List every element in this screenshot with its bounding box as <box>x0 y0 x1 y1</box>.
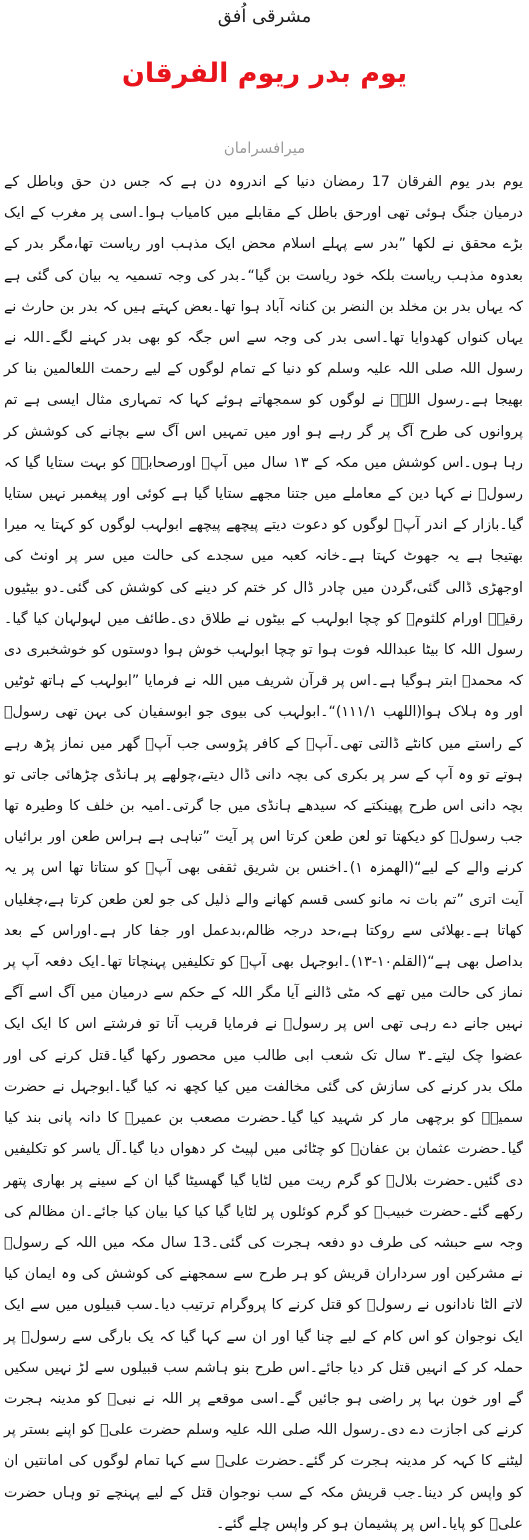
headline: یوم بدر ریوم الفرقان <box>121 58 408 89</box>
section-label: مشرقی اُفق <box>217 6 312 27</box>
author-byline: میرافسرامان <box>223 139 306 157</box>
article-body: یوم بدر یوم الفرقان 17 رمضان دنیا کے اندروہ دن ہے کہ جس دن حق وباطل کے درمیان جنگ ہوئی تھی اورحق باطل کے مقابلے میں کامیاب ہوا۔اسی پر مغرب کے ایک بڑے محقق نے لکھا ”بدر سے پہلے اسلام محض ایک مذہب اور ریاست تھا،مگر بدر کے بعدوہ مذہب ریاست بلکہ خود ریاست بن گیا“۔بدر کی وجہ تسمیہ یہ بیان کی گئی ہے کہ یہاں بدر بن مخلد بن النضر بن کنانہ آباد ہوا تھا۔بعض کہتے ہیں کہ بدر بن حارث نے یہاں کنواں کھدوایا تھا۔اسی بدر کی وجہ سے اس جگہ کو بھی بدر کہنے لگے۔اللہ نے رسول اللہ صلی اللہ علیہ وسلم کو دنیا کے تمام لوگوں کے لیے رحمت اللعالمین بنا کر بھیجا ہے۔رسول اللہؐ نے لوگوں کو سمجھاتے ہوئے کہا کہ تمہاری مثال ایسی ہے تم پروانوں کی طرح آگ پر گر رہے ہو اور میں تمہیں اس آگ سے بچانے کی کوشش کر رہا ہوں۔اس کوشش میں مکہ کے ۱۳ سال میں آپؐ اورصحابہؓ کو بہت ستایا گیا کہ رسولؐ نے کہا دین کے معاملے میں جتنا مجھے ستایا گیا ہے کوئی اور پیغمبر نہیں ستایا گیا۔بازار کے اندر آپؐ لوگوں کو دعوت دیتے پیچھے پیچھے ابولہب لوگوں کو کہتا یہ میرا بھتیجا ہے یہ جھوٹ کہتا ہے۔خانہ کعبہ میں سجدے کی حالت میں سر پر اونٹ کی اوجھڑی ڈالی گئی،گردن میں چادر ڈال کر ختم کر دینے کی کوشش کی گئی۔دو بیٹیوں رقیہؓ اورام کلثومؓ کو چچا ابولہب کے بیٹوں نے طلاق دی۔طائف میں لہولہان کیا گیا۔رسول اللہ کا بیٹا عبداللہ فوت ہوا تو چچا ابولہب خوش ہوا دوستوں کو خوشخبری دی کہ محمدؐ ابتر ہوگیا ہے۔اس پر قرآن شریف میں اللہ نے فرمایا ”ابولہب کے ہاتھ ٹوٹیں اور وہ ہلاک ہوا(اللھب ۱۱۱/۱)“۔ابولہب کی بیوی جو ابوسفیان کی بہن تھی رسولؐ کے راستے میں کانٹے ڈالتی تھی۔آپؐ کے کافر پڑوسی جب آپؐ گھر میں نماز پڑھ رہے ہوتے تو وہ آپ کے سر پر بکری کی بچہ دانی ڈال دیتے،چولھے پر ہانڈی چڑھائی جاتی تو بچہ دانی اس طرح پھینکتے کہ سیدھے ہانڈی میں جا گرتی۔امیہ بن خلف کا وطیرہ تھا جب رسولؐ کو دیکھتا تو لعن طعن کرتا اس پر آیت ”تباہی ہے ہراس طعن اور برائیاں کرنے والے کے لیے“(الھمزہ ۱)۔اخنس بن شریق ثقفی بھی آپؐ کو ستاتا تھا اس پر یہ آیت اتری ”تم بات نہ مانو کسی قسم کھانے والے ذلیل کی جو لعن طعن کرتا ہے،چغلیاں کھاتا ہے۔بھلائی سے روکتا ہے،حد درجہ ظالم،بدعمل اور جفا کار ہے۔اوراس کے بعد بداصل بھی ہے“(القلم۱۰-۱۳)۔ابوجہل بھی آپؐ کو تکلیفیں پہنچاتا تھا۔ایک دفعہ آپ پر نماز کی حالت میں تھے کہ مٹی ڈالنے آیا مگر اللہ کے حکم سے درمیان میں آگ اسے آگے نہیں جانے دے رہی تھی اس پر رسولؐ نے فرمایا قریب آتا تو فرشتے اس کا ایک ایک عضوا چک لیتے۔۳ سال تک شعب ابی طالب میں محصور رکھا گیا۔قتل کرنے کی اور ملک بدر کرنے کی سازش کی گئی مخالفت میں کیا کچھ نہ کیا گیا۔ابوجہل نے حضرت سمیہؓ کو برچھی مار کر شہید کیا گیا۔حضرت مصعب بن عمیرؓ کا دانہ پانی بند کیا گیا۔حضرت عثمان بن عفانؓ کو چٹائی میں لپیٹ کر دھواں دیا گیا۔آل یاسر کو تکلیفیں دی گئیں۔حضرت بلالؓ کو گرم ریت میں لٹایا گیا گھسیٹا گیا ان کے سینے پر بھاری پتھر رکھے گئے۔حضرت خبیبؓ کو گرم کوئلوں پر لٹایا گیا کیا کیا بیان کیا جائے۔ان مظالم کی وجہ سے حبشہ کی طرف دو دفعہ ہجرت کی گئی۔13 سال مکہ میں اللہ کے رسولؐ نے مشرکین اور سرداران قریش کو ہر طرح سے سمجھنے کی کوشش کی وہ ایمان کیا لاتے الٹا نادانوں نے رسولؐ کو قتل کرنے کا پروگرام ترتیب دیا۔سب قبیلوں میں سے ایک ایک نوجوان کو اس کام کے لیے چنا گیا اور ان سے کہا گیا کہ یک بارگی سے رسولؐ پر حملہ کر کے انہیں قتل کر دیا جائے۔اس طرح بنو ہاشم سب قبیلوں سے لڑ نہیں سکیں گے اور خون بہا پر راضی ہو جائیں گے۔اسی موقعے پر اللہ نے نبیؐ کو مدینہ ہجرت کرنے کی اجازت دے دی۔رسول اللہ صلی اللہ علیہ وسلم حضرت علیؓ کو اپنے بستر پر لیٹنے کا کہہ کر مدینہ ہجرت کر گئے۔حضرت علیؓ سے کہا تمام لوگوں کی امانتیں ان کو واپس کر دینا۔جب قریش مکہ کے سب نوجوان قتل کے لیے پہنچے تو وہاں حضرت علیؓ کو پایا۔اس پر پشیمان ہو کر واپس چلے گئے۔ <box>4 174 523 1532</box>
